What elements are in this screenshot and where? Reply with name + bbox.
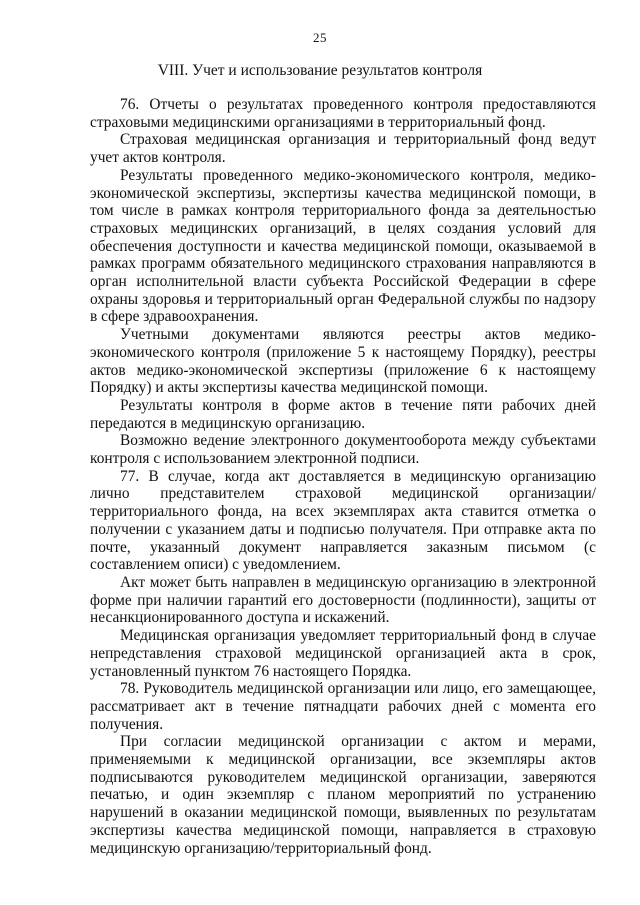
- paragraph-agreement-signing: При согласии медицинской организации с актом и мерами, применяемыми к медицинской организации, все экземпляры актов подписываются руководителем медицинской организации, заверяются печатью, и один экземпляр с планом мероприятий по устранению нарушений в оказании медицинской помощи, выявленных по результатам экспертизы качества медицинской помощи, направляется в страховую медицинскую организацию/территориальный фонд.: [90, 733, 596, 857]
- paragraph-non-submission-notice: Медицинская организация уведомляет территориальный фонд в случае непредставления страховой медицинской организацией акта в срок, установленный пунктом 76 настоящего Порядка.: [90, 627, 596, 680]
- paragraph-acts-accounting: Страховая медицинская организация и территориальный фонд ведут учет актов контроля.: [90, 131, 596, 167]
- paragraph-78-act-review: 78. Руководитель медицинской организации или лицо, его замещающее, рассматривает акт в течение пятнадцати рабочих дней с момента его получения.: [90, 680, 596, 733]
- paragraph-electronic-workflow: Возможно ведение электронного документооборота между субъектами контроля с использованием электронной подписи.: [90, 432, 596, 468]
- paragraph-76-reports: 76. Отчеты о результатах проведенного контроля предоставляются страховыми медицинскими организациями в территориальный фонд.: [90, 96, 596, 131]
- paragraph-results-transfer: Результаты контроля в форме актов в течение пяти рабочих дней передаются в медицинскую организацию.: [90, 396, 596, 432]
- section-title: VIII. Учет и использование результатов контроля: [157, 62, 483, 79]
- page-number: 25: [313, 30, 327, 45]
- paragraph-electronic-act: Акт может быть направлен в медицинскую организацию в электронной форме при наличии гарантий его достоверности (подлинности), защиты от несанкционированного доступа и искажений.: [90, 573, 596, 627]
- paragraph-accounting-documents: Учетными документами являются реестры актов медико-экономического контроля (приложение 5 к настоящему Порядку), реестры актов медико-экономической экспертизы (приложение 6 к настоящему Порядку) и акты экспертизы качества медицинской помощи.: [90, 326, 596, 397]
- paragraph-control-results: Результаты проведенного медико-экономического контроля, медико-экономической экспертизы, экспертизы качества медицинской помощи, в том числе в рамках контроля территориального фонда за деятельностью страховых медицинских организаций, в целях создания условий для обеспечения доступности и качества медицинской помощи, оказываемой в рамках программ обязательного медицинского страхования направляются в орган исполнительной власти субъекта Российской Федерации в сфере охраны здоровья и территориальный орган Федеральной службы по надзору в сфере здравоохранения.: [90, 166, 596, 326]
- document-body: [90, 96, 596, 857]
- paragraph-77-act-delivery: 77. В случае, когда акт доставляется в медицинскую организацию лично представителем страховой медицинской организации/территориального фонда, на всех экземплярах акта ставится отметка о получении с указанием даты и подписью получателя. При отправке акта по почте, указанный документ направляется заказным письмом (с составлением описи) с уведомлением.: [90, 467, 596, 574]
